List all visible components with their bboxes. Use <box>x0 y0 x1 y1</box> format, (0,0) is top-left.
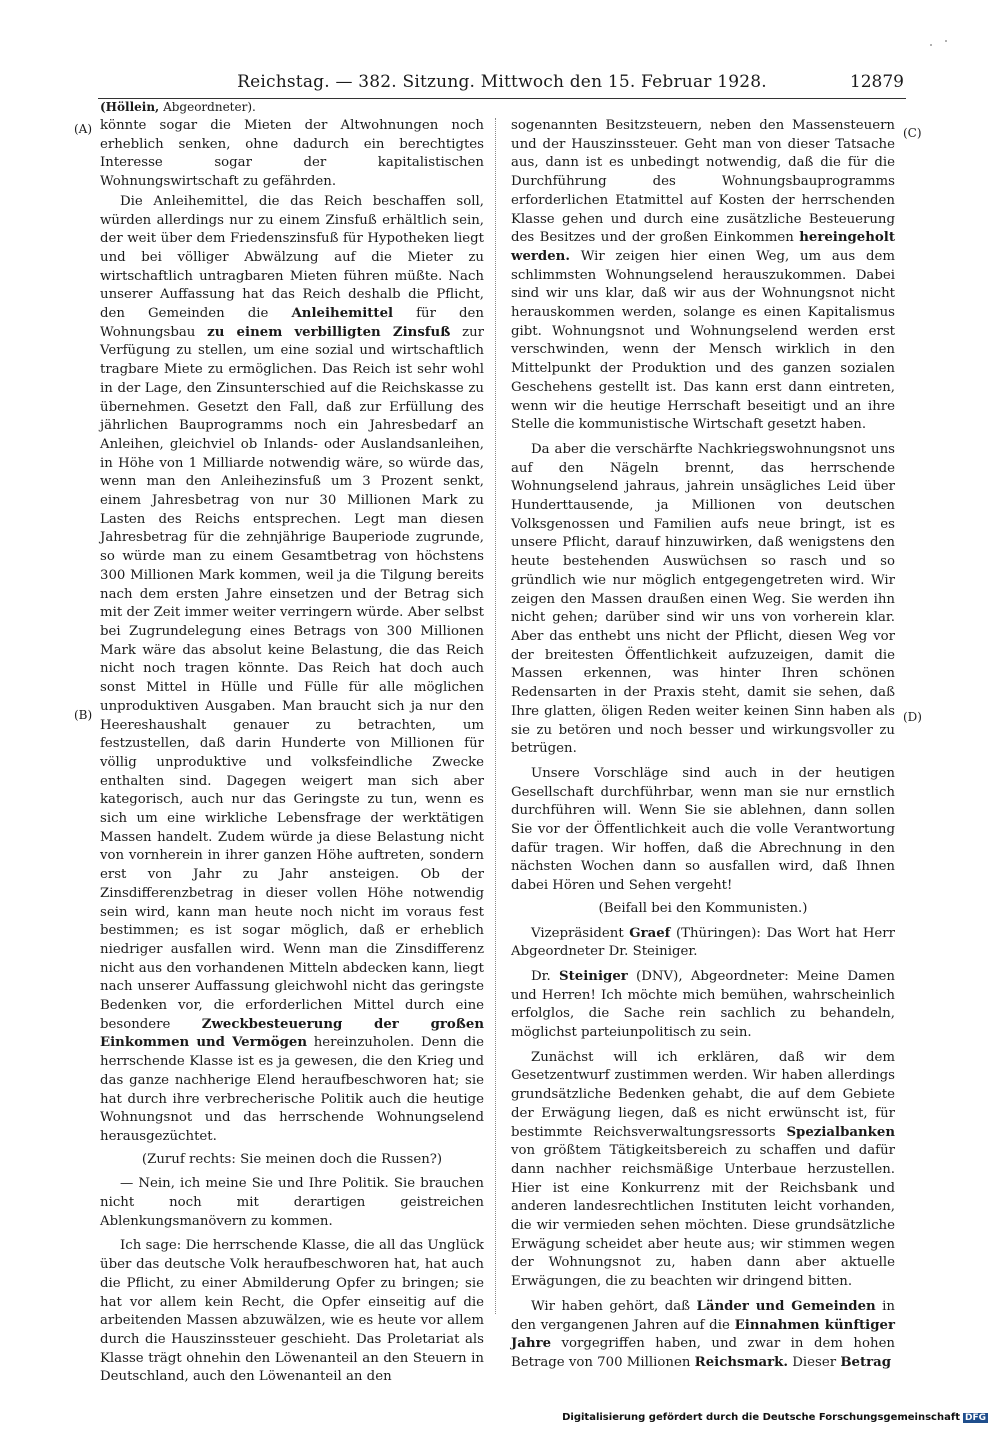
paragraph: Da aber die verschärfte Nachkriegswohnungsnot uns auf den Nägeln brennt, das herrschende Wohnungselend jahraus, jahrein unsägliches Leid über Hunderttausende, ja Millionen von deutschen Volksgenossen und Familien aufs neue bringt, ist es unsere Pflicht, darauf hinzuwirken, daß wenigstens den heute bestehenden Auswüchsen so rasch und so gründlich wie nur möglich entgegengetreten wird. Wir zeigen den Massen draußen einen Weg. Sie werden ihn nicht gehen; darüber sind wir uns von vorherein klar. Aber das enthebt uns nicht der Pflicht, diesen Weg vor der breitesten Öffentlichkeit aufzuzeigen, damit die Massen erkennen, was hinter Ihren schönen Redensarten in der Praxis steht, damit sie sehen, daß Ihre glatten, öligen Reden weiter keinen Sinn haben als sie zu betören und noch besser und wirkungsvoller zu betrügen. <box>511 441 895 757</box>
margin-letter-c: (C) <box>903 126 922 140</box>
page-number: 12879 <box>849 72 904 92</box>
paragraph: — Nein, ich meine Sie und Ihre Politik. Sie brauchen nicht noch mit derartigen geistreichen Ablenkungsmanövern zu kommen. <box>100 1176 484 1229</box>
margin-letter-a: (A) <box>74 122 93 136</box>
interjection: (Zuruf rechts: Sie meinen doch die Russen?) <box>141 1151 443 1167</box>
paragraph: könnte sogar die Mieten der Altwohnungen noch erheblich senken, ohne dadurch ein berechtigtes Interesse sogar der kapitalistischen Wohnungswirtschaft zu gefährden. <box>100 118 484 190</box>
applause: (Beifall bei den Kommunisten.) <box>598 900 808 916</box>
scan-speck <box>930 44 932 46</box>
margin-letter-d: (D) <box>903 710 922 724</box>
scan-speck <box>945 40 947 42</box>
footer-credit <box>562 1412 988 1423</box>
page-header <box>98 72 906 99</box>
paragraph: Wir haben gehört, daß Länder und Gemeinden in den vergangenen Jahren auf die Einnahmen künftiger Jahre vorgegriffen haben, und zwar in dem hohen Betrage von 700 Millionen Reichsmark. Dieser Betrag <box>511 1298 895 1370</box>
column-divider <box>495 118 496 1314</box>
paragraph: Zunächst will ich erklären, daß wir dem Gesetzentwurf zustimmen werden. Wir haben allerdings grundsätzliche Bedenken gehabt, die auf dem Gebiete der Erwägung liegen, daß es nicht erwünscht ist, für bestimmte Reichsverwaltungsressorts Spezialbanken von größtem Tätigkeitsbereich zu schaffen und dafür dann nachher reichsmäßige Unterbaue herzustellen. Hier ist eine Konkurrenz mit der Reichsbank und anderen landesrechtlichen Instituten leicht vorhanden, die wir vermieden sehen möchten. Diese grundsätzliche Erwägung scheidet aber heute aus; wir stimmen wegen der Wohnungsnot zu, haben dann aber aktuelle Erwägungen, die zu beachten wir dringend bitten. <box>511 1049 895 1290</box>
speaker-role: Abgeordneter). <box>163 100 256 114</box>
right-column <box>511 117 895 1374</box>
speaker-name: (Höllein, <box>100 100 160 114</box>
paragraph: Ich sage: Die herrschende Klasse, die all das Unglück über das deutsche Volk heraufbeschworen hat, hat auch die Pflicht, zu einer Abmilderung Opfer zu bringen; sie hat vor allem kein Recht, die Opfer einseitig auf die arbeitenden Massen abzuwälzen, wie es heute vor allem durch die Hauszinssteuer geschieht. Das Proletariat als Klasse trägt ohnehin den Löwenanteil an den Steuern in Deutschland, auch den Löwenanteil an den <box>100 1238 484 1385</box>
paragraph: Unsere Vorschläge sind auch in der heutigen Gesellschaft durchführbar, wenn man sie nur ernstlich durchführen will. Wenn Sie sie ablehnen, dann sollen Sie vor der Öffentlichkeit auch die volle Verantwortung dafür tragen. Wir hoffen, daß die Abrechnung in den nächsten Wochen dann so ausfallen wird, daß Ihnen dabei Hören und Sehen vergeht! <box>511 765 895 894</box>
left-column <box>100 117 484 1388</box>
paragraph: Dr. Steiniger (DNV), Abgeordneter: Meine Damen und Herren! Ich möchte mich bemühen, wahrscheinlich erfolglos, die Sache rein sachlich zu behandeln, möglichst parteiunpolitisch zu sein. <box>511 968 895 1041</box>
footer-text: Digitalisierung gefördert durch die Deutsche Forschungsgemeinschaft <box>562 1412 960 1423</box>
dfg-logo: DFG <box>964 1413 986 1423</box>
margin-letter-b: (B) <box>74 708 93 722</box>
paragraph: sogenannten Besitzsteuern, neben den Massensteuern und der Hauszinssteuer. Geht man von dieser Tatsache aus, dann ist es unbedingt notwendig, daß die für die Durchführung des Wohnungsbauprogramms erforderlichen Etatmittel auf Kosten der herrschenden Klasse gehen und durch eine zusätzliche Besteuerung des Besitzes und der großen Einkommen hereingeholt werden. Wir zeigen hier einen Weg, um aus dem schlimmsten Wohnungselend herauszukommen. Dabei sind wir uns klar, daß wir aus der Wohnungsnot nicht herauskommen werden, solange es einen Kapitalismus gibt. Wohnungsnot und Wohnungselend werden erst verschwinden, wenn der Mensch wirklich in den Mittelpunkt der Produktion und des ganzen sozialen Geschehens gestellt ist. Das kann erst dann eintreten, wenn wir die heutige Herrschaft beseitigt und an ihre Stelle die kommunistische Wirtschaft gesetzt haben. <box>511 118 895 433</box>
speaker-tag <box>100 100 256 114</box>
paragraph: Vizepräsident Graef (Thüringen): Das Wort hat Herr Abgeordneter Dr. Steiniger. <box>511 925 896 960</box>
header-title: Reichstag. — 382. Sitzung. Mittwoch den 15. Februar 1928. <box>237 72 767 92</box>
paragraph: Die Anleihemittel, die das Reich beschaffen soll, würden allerdings nur zu einem Zinsfuß erhältlich sein, der weit über dem Friedenszinsfuß für Hypotheken liegt und bei völliger Abwälzung auf die Mieter zu wirtschaftlich untragbaren Mieten führen müßte. Nach unserer Auffassung hat das Reich deshalb die Pflicht, den Gemeinden die Anleihemittel für den Wohnungsbau zu einem verbilligten Zinsfuß zur Verfügung zu stellen, um eine sozial und wirtschaftlich tragbare Miete zu ermöglichen. Das Reich ist sehr wohl in der Lage, den Zinsunterschied auf die Reichskasse zu übernehmen. Gesetzt den Fall, daß zur Erfüllung des jährlichen Bauprogramms noch ein Jahresbedarf an Anleihen, gleichviel ob Inlands- oder Auslandsanleihen, in Höhe von 1 Milliarde notwendig wäre, so würde das, wenn man den Anleihezinsfuß um 3 Prozent senkt, einem Jahresbetrag von nur 30 Millionen Mark zu Lasten des Reichs entsprechen. Legt man diesen Jahresbetrag für die zehnjährige Bauperiode zugrunde, so würde man zu einem Gesamtbetrag von höchstens 300 Millionen Mark kommen, weil ja die Tilgung bereits nach dem ersten Jahre einsetzen und der Betrag sich mit der Zeit immer weiter verringern würde. Aber selbst bei Zugrundelegung eines Betrags von 300 Millionen Mark wäre das absolut keine Belastung, die das Reich nicht noch tragen könnte. Das Reich hat doch auch sonst Mittel in Hülle und Fülle für alle möglichen unproduktiven Ausgaben. Man braucht sich ja nur den Heereshaushalt genauer zu betrachten, um festzustellen, daß darin Hunderte von Millionen für völlig unproduktive und volksfeindliche Zwecke enthalten sind. Dagegen weigert man sich aber kategorisch, auch nur das Geringste zu tun, wenn es sich um eine wirkliche Lebensfrage der werktätigen Massen handelt. Zudem würde ja diese Belastung nicht von vornherein in ihrer ganzen Höhe auftreten, sondern erst von Jahr zu Jahr ansteigen. Ob der Zinsdifferenzbetrag in dieser vollen Höhe notwendig sein wird, kann man heute noch nicht im voraus fest bestimmen; es ist sogar möglich, daß er erheblich niedriger ausfallen wird. Wenn man die Zinsdifferenz nicht aus den vorhandenen Mitteln abdecken kann, liegt nach unserer Auffassung gleichwohl nicht das geringste Bedenken vor, die erforderlichen Mittel durch eine besondere Zweckbesteuerung der großen Einkommen und Vermögen hereinzuholen. Denn die herrschende Klasse ist es ja gewesen, die den Krieg und das ganze nachherige Elend heraufbeschworen hat; sie hat durch ihre verbrecherische Politik auch die heutige Wohnungsnot und das herrschende Wohnungselend herausgezüchtet. <box>100 193 485 1144</box>
